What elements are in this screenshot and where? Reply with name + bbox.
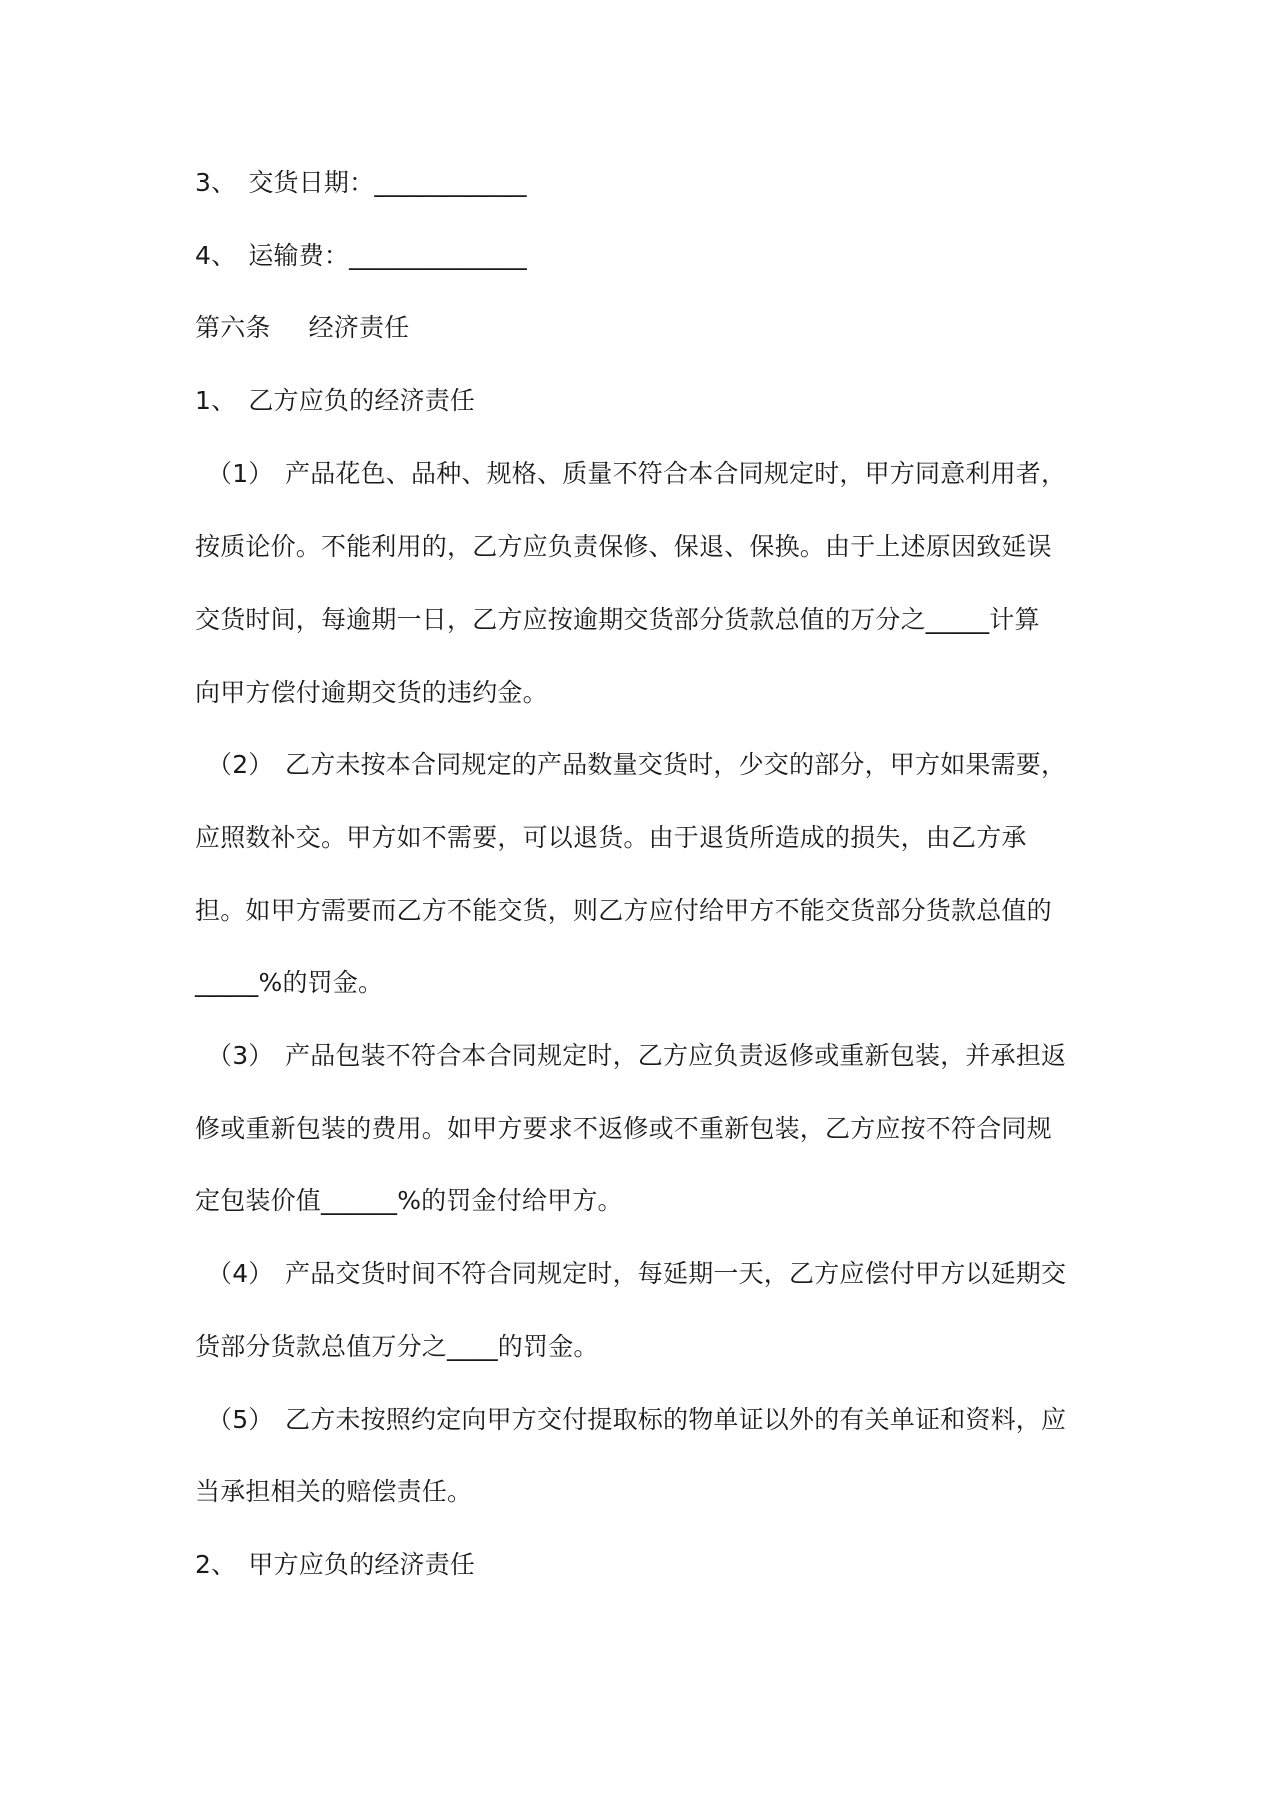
line-text: 当承担相关的赔偿责任。: [195, 1477, 473, 1506]
paragraph-2-line: [195, 821, 1027, 855]
line-text: 运输费：______________: [248, 241, 527, 270]
paragraph-5-line: [195, 1403, 1066, 1437]
sub-item-number: （3）: [207, 1041, 274, 1070]
line-text: 交货日期：____________: [248, 168, 527, 197]
line-text: 定包装价值______%的罚金付给甲方。: [195, 1186, 623, 1215]
line-text: 乙方未按照约定向甲方交付提取标的物单证以外的有关单证和资料，应: [285, 1405, 1067, 1434]
article-heading: [195, 311, 409, 345]
line-text: 产品花色、品种、规格、质量不符合本合同规定时，甲方同意利用者，: [285, 459, 1067, 488]
paragraph-3-line: [195, 1039, 1066, 1073]
sub-item-number: （1）: [207, 459, 274, 488]
paragraph-1-line: [195, 676, 548, 710]
line-text: 产品交货时间不符合同规定时，每延期一天，乙方应偿付甲方以延期交: [285, 1259, 1067, 1288]
section-title: 乙方应负的经济责任: [248, 386, 476, 415]
line-text: 按质论价。不能利用的，乙方应负责保修、保退、保换。由于上述原因致延误: [195, 532, 1052, 561]
line-text: 担。如甲方需要而乙方不能交货，则乙方应付给甲方不能交货部分货款总值的: [195, 896, 1052, 925]
paragraph-1-line: [195, 603, 1040, 637]
paragraph-2-line: [195, 748, 1066, 782]
item-number: 2、: [195, 1550, 237, 1579]
section-title: 甲方应负的经济责任: [248, 1550, 476, 1579]
section-heading-party-a: [195, 1548, 475, 1582]
section-heading-party-b: [195, 384, 475, 418]
line-text: 交货时间，每逾期一日，乙方应按逾期交货部分货款总值的万分之_____计算: [195, 605, 1040, 634]
paragraph-1-line: [195, 457, 1066, 491]
line-text: 修或重新包装的费用。如甲方要求不返修或不重新包装，乙方应按不符合同规: [195, 1114, 1052, 1143]
article-title: 经济责任: [308, 313, 410, 342]
paragraph-4-line: [195, 1257, 1066, 1291]
paragraph-3-line: [195, 1112, 1052, 1146]
line-text: 产品包装不符合本合同规定时，乙方应负责返修或重新包装，并承担返: [285, 1041, 1067, 1070]
sub-item-number: （4）: [207, 1259, 274, 1288]
paragraph-1-line: [195, 530, 1052, 564]
paragraph-2-line: [195, 894, 1052, 928]
line-text: 应照数补交。甲方如不需要，可以退货。由于退货所造成的损失，由乙方承: [195, 823, 1027, 852]
paragraph-4-line: [195, 1330, 599, 1364]
paragraph-3-line: [195, 1184, 623, 1218]
line-text: _____%的罚金。: [195, 968, 384, 997]
line-text: 向甲方偿付逾期交货的违约金。: [195, 678, 548, 707]
sub-item-number: （2）: [207, 750, 274, 779]
line-text: 货部分货款总值万分之____的罚金。: [195, 1332, 599, 1361]
sub-item-number: （5）: [207, 1405, 274, 1434]
paragraph-2-line: [195, 966, 383, 1000]
clause-delivery-date: [195, 166, 527, 200]
item-number: 1、: [195, 386, 237, 415]
paragraph-5-line: [195, 1475, 472, 1509]
clause-freight: [195, 239, 527, 273]
line-text: 乙方未按本合同规定的产品数量交货时，少交的部分，甲方如果需要，: [285, 750, 1067, 779]
article-number: 第六条: [195, 313, 271, 342]
item-number: 3、: [195, 168, 237, 197]
item-number: 4、: [195, 241, 237, 270]
